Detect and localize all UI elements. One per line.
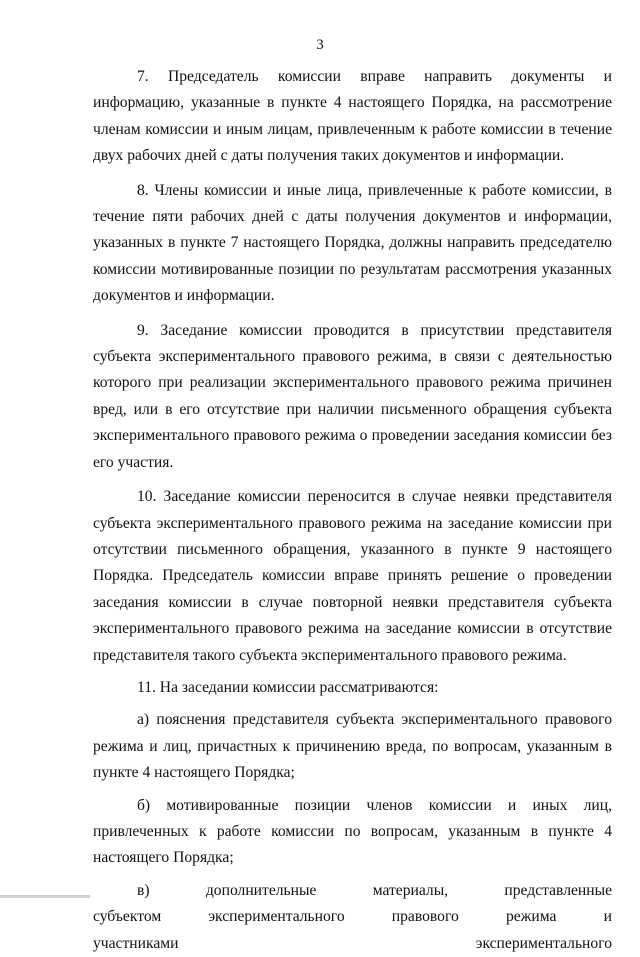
paragraph-7: 7. Председатель комиссии вправе направить документы и информацию, указанные в пункте 4 настоящего Порядка, на рассмотрение членам комиссии и иным лицам, привлеченным к работе комиссии в течение двух рабочих дней с даты получения таких документов и информации. — [93, 68, 612, 165]
paragraph-11c: в) дополнительные материалы, представленные субъектом экспериментального правового режима и участниками экспериментального — [93, 881, 612, 952]
paragraph-11: 11. На заседании комиссии рассматриваются: — [137, 678, 439, 696]
paragraph-8: 8. Члены комиссии и иные лица, привлеченные к работе комиссии, в течение пяти рабочих дней с даты получения документов и информации, указанных в пункте 7 настоящего Порядка, должны направить председателю комиссии мотивированные позиции по результатам рассмотрения указанных документов и информации. — [93, 181, 612, 305]
page-number: 3 — [316, 37, 324, 53]
paragraph-9: 9. Заседание комиссии проводится в присутствии представителя субъекта экспериментального правового режима, в связи с деятельностью которого при реализации экспериментального правового режима причинен вред, или в его отсутствие при наличии письменного обращения субъекта экспериментального правового режима о проведении заседания комиссии без его участия. — [93, 321, 612, 471]
paragraph-11a: а) пояснения представителя субъекта экспериментального правового режима и лиц, причастных к причинению вреда, по вопросам, указанным в пункте 4 настоящего Порядка; — [93, 711, 612, 782]
document-body — [93, 64, 612, 957]
paragraph-11b: б) мотивированные позиции членов комиссии и иных лиц, привлеченных к работе комиссии по вопросам, указанным в пункте 4 настоящего Порядка; — [93, 796, 612, 867]
paragraph-10: 10. Заседание комиссии переносится в случае неявки представителя субъекта экспериментального правового режима на заседание комиссии при отсутствии письменного обращения, указанного в пункте 9 настоящего Порядка. Председатель комиссии вправе принять решение о проведении заседания комиссии в случае повторной неявки представителя субъекта экспериментального правового режима на заседание комиссии в отсутствие представителя такого субъекта экспериментального правового режима. — [93, 488, 612, 664]
